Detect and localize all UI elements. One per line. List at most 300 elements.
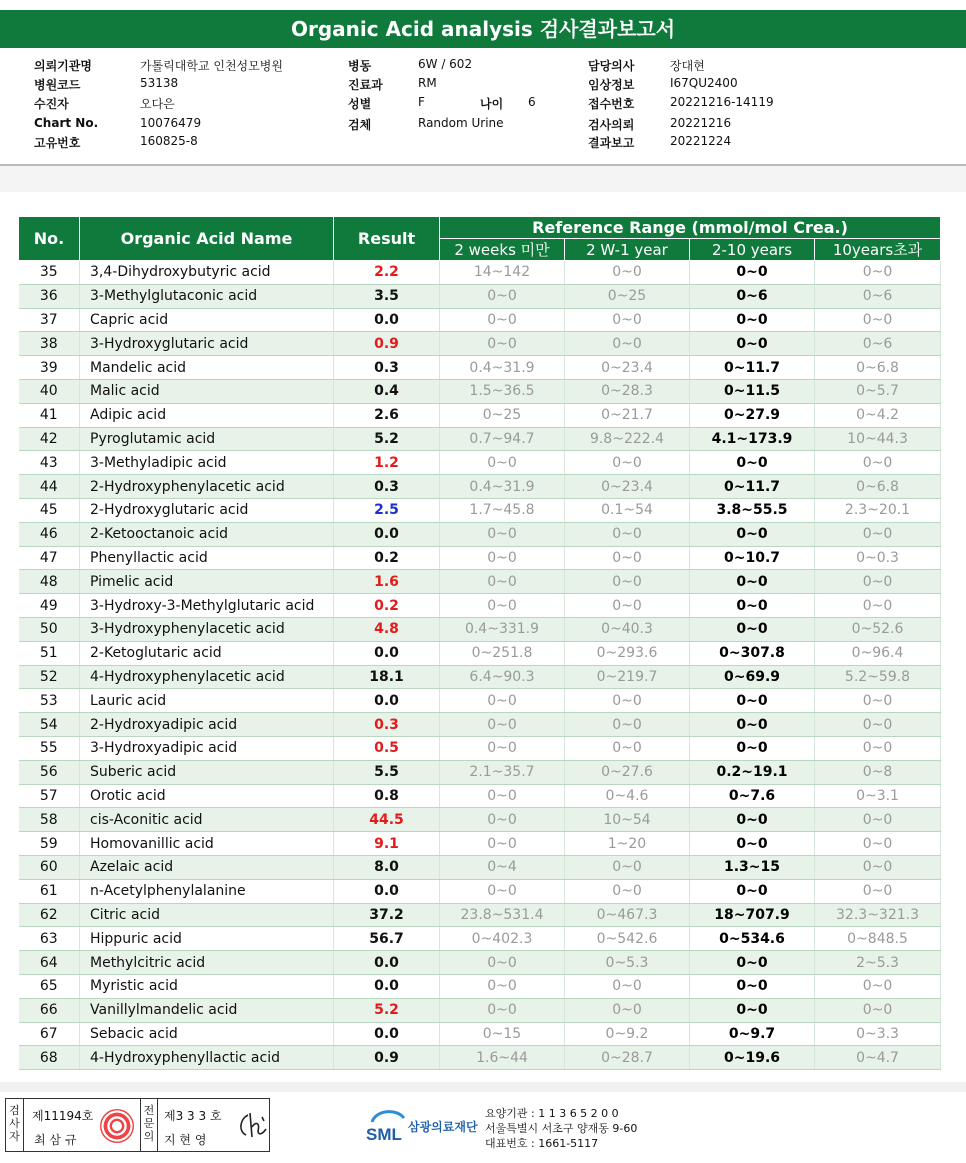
cell-range-4: 0~0: [815, 974, 941, 998]
cell-range-3: 0~0: [690, 570, 815, 594]
cell-result: 0.0: [334, 1022, 440, 1046]
cell-range-3: 0~19.6: [690, 1046, 815, 1070]
cell-no: 43: [19, 451, 80, 475]
cell-range-3: 0~0: [690, 617, 815, 641]
examiner-name: 최 삼 규: [34, 1133, 77, 1147]
cell-range-1: 0~0: [440, 451, 565, 475]
cell-result: 5.5: [334, 760, 440, 784]
cell-range-4: 0~3.1: [815, 784, 941, 808]
cell-result: 18.1: [334, 665, 440, 689]
info-col3-1: [588, 76, 738, 93]
cell-no: 49: [19, 594, 80, 618]
cell-range-1: 0~0: [440, 784, 565, 808]
cell-name: 3-Hydroxy-3-Methylglutaric acid: [80, 594, 334, 618]
cell-range-1: 0~0: [440, 522, 565, 546]
cell-name: cis-Aconitic acid: [80, 808, 334, 832]
cell-range-2: 0~28.7: [565, 1046, 690, 1070]
cell-range-4: 0~8: [815, 760, 941, 784]
cell-range-4: 0~0: [815, 308, 941, 332]
cell-range-3: 0~0: [690, 451, 815, 475]
cell-name: Citric acid: [80, 903, 334, 927]
signature-box: [5, 1098, 270, 1152]
cell-range-1: 0~0: [440, 594, 565, 618]
cell-range-1: 0~251.8: [440, 641, 565, 665]
cell-range-2: 0~0: [565, 570, 690, 594]
info-label: 결과보고: [588, 136, 635, 150]
cell-result: 0.4: [334, 379, 440, 403]
cell-name: Pyroglutamic acid: [80, 427, 334, 451]
cell-range-2: 0~293.6: [565, 641, 690, 665]
cell-no: 52: [19, 665, 80, 689]
info-col3-3: [588, 116, 732, 133]
info-value: 가톨릭대학교 인천성모병원: [140, 59, 283, 73]
cell-range-3: 0~0: [690, 261, 815, 285]
cell-range-4: 0~4.2: [815, 403, 941, 427]
info-col1-4: [34, 134, 198, 151]
cell-range-2: 1~20: [565, 832, 690, 856]
info-value: F: [418, 95, 425, 109]
cell-range-4: 0~0: [815, 594, 941, 618]
cell-range-2: 0~0: [565, 736, 690, 760]
info-value: 장대현: [670, 59, 705, 73]
cell-result: 5.2: [334, 998, 440, 1022]
cell-range-3: 0~0: [690, 808, 815, 832]
cell-no: 66: [19, 998, 80, 1022]
cell-range-2: 0~40.3: [565, 617, 690, 641]
cell-range-4: 0~6.8: [815, 356, 941, 380]
table-row: [19, 1022, 941, 1046]
cell-no: 55: [19, 736, 80, 760]
signature-icon: [234, 1109, 270, 1141]
header-range-1: 2 weeks 미만: [440, 239, 565, 261]
cell-result: 9.1: [334, 832, 440, 856]
cell-name: Azelaic acid: [80, 855, 334, 879]
cell-result: 2.5: [334, 498, 440, 522]
info-value: 20221216: [670, 116, 732, 130]
footer-band: [0, 1082, 966, 1092]
cell-range-4: 0~0: [815, 855, 941, 879]
table-row: [19, 855, 941, 879]
specialist-name: 지 현 영: [164, 1133, 207, 1147]
table-row: [19, 713, 941, 737]
cell-result: 0.2: [334, 546, 440, 570]
cell-range-1: 14~142: [440, 261, 565, 285]
info-value: 20221216-14119: [670, 95, 774, 109]
cell-range-2: 0~0: [565, 855, 690, 879]
address-block: [485, 1106, 637, 1151]
cell-range-3: 18~707.9: [690, 903, 815, 927]
cell-no: 63: [19, 927, 80, 951]
specialist-number: 제3 3 3 호: [164, 1109, 222, 1123]
cell-range-4: 0~0: [815, 261, 941, 285]
cell-result: 0.0: [334, 641, 440, 665]
header-range-2: 2 W-1 year: [565, 239, 690, 261]
cell-range-4: 0~0: [815, 879, 941, 903]
info-label: 담당의사: [588, 59, 635, 73]
cell-range-1: 23.8~531.4: [440, 903, 565, 927]
info-col1-2: [34, 95, 175, 112]
cell-name: 2-Hydroxyadipic acid: [80, 713, 334, 737]
cell-range-4: 0~0: [815, 570, 941, 594]
cell-range-4: 0~4.7: [815, 1046, 941, 1070]
cell-range-3: 0~69.9: [690, 665, 815, 689]
cell-result: 0.0: [334, 951, 440, 975]
cell-range-2: 0~27.6: [565, 760, 690, 784]
cell-result: 37.2: [334, 903, 440, 927]
cell-name: 3,4-Dihydroxybutyric acid: [80, 261, 334, 285]
info-value: 6W / 602: [418, 57, 473, 71]
cell-result: 0.3: [334, 356, 440, 380]
cell-range-3: 0~0: [690, 713, 815, 737]
cell-range-3: 3.8~55.5: [690, 498, 815, 522]
cell-no: 67: [19, 1022, 80, 1046]
cell-range-3: 0~10.7: [690, 546, 815, 570]
cell-range-4: 0~6: [815, 332, 941, 356]
cell-range-2: 0~28.3: [565, 379, 690, 403]
table-row: [19, 284, 941, 308]
cell-name: 2-Hydroxyglutaric acid: [80, 498, 334, 522]
cell-range-2: 0~0: [565, 713, 690, 737]
cell-no: 38: [19, 332, 80, 356]
cell-range-4: 2~5.3: [815, 951, 941, 975]
cell-no: 64: [19, 951, 80, 975]
results-table-wrapper: [18, 216, 940, 1070]
cell-no: 36: [19, 284, 80, 308]
cell-name: 3-Methyladipic acid: [80, 451, 334, 475]
cell-no: 40: [19, 379, 80, 403]
cell-range-1: 1.7~45.8: [440, 498, 565, 522]
cell-range-1: 0~15: [440, 1022, 565, 1046]
cell-range-1: 6.4~90.3: [440, 665, 565, 689]
cell-range-4: 0~0: [815, 808, 941, 832]
cell-result: 0.3: [334, 475, 440, 499]
cell-range-2: 0~0: [565, 522, 690, 546]
cell-range-2: 0~0: [565, 594, 690, 618]
cell-range-3: 0~6: [690, 284, 815, 308]
cell-range-4: 10~44.3: [815, 427, 941, 451]
specialist-label: 전문의: [140, 1099, 158, 1151]
cell-no: 35: [19, 261, 80, 285]
cell-name: Myristic acid: [80, 974, 334, 998]
cell-range-4: 0~0: [815, 713, 941, 737]
cell-name: 2-Ketooctanoic acid: [80, 522, 334, 546]
cell-name: Homovanillic acid: [80, 832, 334, 856]
examiner-label: 검사자: [6, 1099, 24, 1151]
cell-range-1: 0~0: [440, 736, 565, 760]
report-title: Organic Acid analysis 검사결과보고서: [0, 10, 966, 48]
cell-result: 2.6: [334, 403, 440, 427]
header-no: No.: [19, 217, 80, 261]
cell-no: 42: [19, 427, 80, 451]
cell-name: 4-Hydroxyphenyllactic acid: [80, 1046, 334, 1070]
cell-no: 46: [19, 522, 80, 546]
cell-no: 39: [19, 356, 80, 380]
cell-no: 56: [19, 760, 80, 784]
logo-text: SML: [366, 1125, 402, 1144]
cell-range-4: 0~3.3: [815, 1022, 941, 1046]
cell-range-2: 0~0: [565, 998, 690, 1022]
cell-result: 8.0: [334, 855, 440, 879]
info-value: RM: [418, 76, 437, 90]
table-row: [19, 427, 941, 451]
cell-range-1: 0~0: [440, 570, 565, 594]
cell-no: 41: [19, 403, 80, 427]
cell-name: 3-Hydroxyglutaric acid: [80, 332, 334, 356]
cell-range-3: 0~0: [690, 974, 815, 998]
cell-name: n-Acetylphenylalanine: [80, 879, 334, 903]
cell-result: 0.2: [334, 594, 440, 618]
cell-no: 50: [19, 617, 80, 641]
cell-name: Methylcitric acid: [80, 951, 334, 975]
table-row: [19, 1046, 941, 1070]
cell-range-1: 0.4~31.9: [440, 475, 565, 499]
cell-no: 45: [19, 498, 80, 522]
cell-name: Lauric acid: [80, 689, 334, 713]
info-col3-4: [588, 134, 732, 151]
cell-range-2: 0~542.6: [565, 927, 690, 951]
info-col1-3: [34, 116, 202, 130]
info-label: 검사의뢰: [588, 118, 635, 132]
cell-no: 53: [19, 689, 80, 713]
cell-name: 2-Ketoglutaric acid: [80, 641, 334, 665]
cell-range-1: 0~0: [440, 713, 565, 737]
info-value: 160825-8: [140, 134, 198, 148]
cell-no: 47: [19, 546, 80, 570]
results-table-body: [19, 261, 941, 1070]
info-col2-3: [348, 116, 504, 133]
table-row: [19, 475, 941, 499]
info-label: 성별: [348, 97, 372, 111]
cell-range-2: 0~467.3: [565, 903, 690, 927]
info-label: Chart No.: [34, 116, 99, 130]
table-row: [19, 522, 941, 546]
cell-range-1: 0~0: [440, 832, 565, 856]
info-value: 오다은: [140, 97, 175, 111]
cell-no: 62: [19, 903, 80, 927]
cell-range-3: 0~0: [690, 308, 815, 332]
cell-range-2: 0~0: [565, 261, 690, 285]
cell-result: 0.8: [334, 784, 440, 808]
header-range-3: 2-10 years: [690, 239, 815, 261]
cell-range-4: 0~0: [815, 522, 941, 546]
cell-range-4: 2.3~20.1: [815, 498, 941, 522]
cell-range-2: 0~0: [565, 308, 690, 332]
info-label: 고유번호: [34, 136, 81, 150]
cell-range-2: 0~0: [565, 974, 690, 998]
cell-range-4: 0~6: [815, 284, 941, 308]
info-label: 진료과: [348, 78, 383, 92]
cell-result: 0.9: [334, 1046, 440, 1070]
cell-name: Capric acid: [80, 308, 334, 332]
cell-range-1: 0~0: [440, 546, 565, 570]
cell-range-1: 0~25: [440, 403, 565, 427]
address-line: 대표번호 : 1661-5117: [485, 1137, 599, 1150]
cell-range-4: 0~6.8: [815, 475, 941, 499]
cell-range-1: 0~4: [440, 855, 565, 879]
cell-result: 4.8: [334, 617, 440, 641]
cell-range-1: 0~0: [440, 998, 565, 1022]
cell-range-4: 0~0.3: [815, 546, 941, 570]
cell-range-3: 0~7.6: [690, 784, 815, 808]
cell-name: Hippuric acid: [80, 927, 334, 951]
table-row: [19, 641, 941, 665]
cell-range-3: 0~11.7: [690, 475, 815, 499]
cell-name: Orotic acid: [80, 784, 334, 808]
cell-range-2: 0~0: [565, 451, 690, 475]
address-line: 서울특별시 서초구 양재동 9-60: [485, 1122, 638, 1135]
cell-name: 4-Hydroxyphenylacetic acid: [80, 665, 334, 689]
cell-range-4: 0~0: [815, 689, 941, 713]
info-label: 수진자: [34, 97, 69, 111]
info-value: I67QU2400: [670, 76, 738, 90]
cell-range-1: 0~0: [440, 879, 565, 903]
cell-range-3: 0~11.5: [690, 379, 815, 403]
cell-range-3: 0~0: [690, 832, 815, 856]
cell-no: 51: [19, 641, 80, 665]
cell-range-3: 0~11.7: [690, 356, 815, 380]
cell-range-4: 32.3~321.3: [815, 903, 941, 927]
cell-result: 44.5: [334, 808, 440, 832]
cell-result: 1.2: [334, 451, 440, 475]
cell-range-2: 0~0: [565, 546, 690, 570]
cell-range-1: 0~0: [440, 689, 565, 713]
cell-result: 0.5: [334, 736, 440, 760]
cell-range-2: 9.8~222.4: [565, 427, 690, 451]
cell-range-2: 0~23.4: [565, 475, 690, 499]
age-value: 6: [528, 95, 536, 109]
cell-name: 3-Methylglutaconic acid: [80, 284, 334, 308]
table-row: [19, 546, 941, 570]
cell-range-3: 0~0: [690, 594, 815, 618]
cell-range-1: 0~0: [440, 284, 565, 308]
table-row: [19, 665, 941, 689]
cell-range-3: 0~0: [690, 736, 815, 760]
cell-range-2: 0~219.7: [565, 665, 690, 689]
cell-range-2: 0~0: [565, 332, 690, 356]
table-row: [19, 903, 941, 927]
cell-name: 3-Hydroxyadipic acid: [80, 736, 334, 760]
table-row: [19, 998, 941, 1022]
table-row: [19, 808, 941, 832]
sml-logo-icon: [366, 1106, 408, 1146]
table-row: [19, 403, 941, 427]
cell-range-2: 0~5.3: [565, 951, 690, 975]
cell-range-3: 0~307.8: [690, 641, 815, 665]
seal-stamp-icon: [100, 1109, 134, 1143]
cell-range-3: 0~27.9: [690, 403, 815, 427]
table-row: [19, 356, 941, 380]
info-col2-0: [348, 57, 473, 74]
header-reference: Reference Range (mmol/mol Crea.): [440, 217, 941, 239]
cell-range-2: 0~0: [565, 689, 690, 713]
address-line: 요양기관 : 1 1 3 6 5 2 0 0: [485, 1107, 619, 1120]
cell-name: Malic acid: [80, 379, 334, 403]
cell-result: 0.0: [334, 879, 440, 903]
cell-range-1: 1.6~44: [440, 1046, 565, 1070]
cell-range-1: 0~0: [440, 808, 565, 832]
info-label: 의뢰기관명: [34, 59, 92, 73]
cell-range-4: 0~0: [815, 998, 941, 1022]
cell-result: 3.5: [334, 284, 440, 308]
cell-result: 0.0: [334, 522, 440, 546]
cell-range-4: 0~52.6: [815, 617, 941, 641]
cell-range-2: 0~0: [565, 879, 690, 903]
cell-name: 2-Hydroxyphenylacetic acid: [80, 475, 334, 499]
age-label: 나이: [480, 97, 504, 111]
table-row: [19, 617, 941, 641]
info-col3-2: [588, 95, 774, 112]
info-label: 임상정보: [588, 78, 635, 92]
cell-range-2: 0~23.4: [565, 356, 690, 380]
cell-range-4: 0~0: [815, 832, 941, 856]
cell-name: Suberic acid: [80, 760, 334, 784]
cell-name: Mandelic acid: [80, 356, 334, 380]
cell-range-4: 0~5.7: [815, 379, 941, 403]
cell-range-1: 0~402.3: [440, 927, 565, 951]
cell-range-3: 0~0: [690, 522, 815, 546]
separator-band: [0, 166, 966, 192]
table-row: [19, 832, 941, 856]
cell-name: Sebacic acid: [80, 1022, 334, 1046]
info-col1-1: [34, 76, 179, 93]
cell-result: 2.2: [334, 261, 440, 285]
patient-info-panel: [0, 48, 966, 166]
cell-range-2: 0~4.6: [565, 784, 690, 808]
cell-result: 0.0: [334, 974, 440, 998]
cell-range-2: 0.1~54: [565, 498, 690, 522]
table-row: [19, 332, 941, 356]
cell-range-3: 0~0: [690, 951, 815, 975]
cell-no: 58: [19, 808, 80, 832]
cell-range-2: 0~21.7: [565, 403, 690, 427]
cell-result: 0.9: [334, 332, 440, 356]
cell-no: 61: [19, 879, 80, 903]
cell-result: 1.6: [334, 570, 440, 594]
table-row: [19, 784, 941, 808]
info-col3-0: [588, 57, 705, 74]
cell-result: 56.7: [334, 927, 440, 951]
table-row: [19, 451, 941, 475]
info-value: 20221224: [670, 134, 732, 148]
cell-range-1: 0~0: [440, 332, 565, 356]
cell-no: 59: [19, 832, 80, 856]
info-value: Random Urine: [418, 116, 504, 130]
cell-result: 0.0: [334, 308, 440, 332]
table-row: [19, 951, 941, 975]
table-row: [19, 879, 941, 903]
results-table: [18, 216, 941, 1070]
cell-name: Phenyllactic acid: [80, 546, 334, 570]
info-label: 검체: [348, 118, 372, 132]
cell-range-3: 1.3~15: [690, 855, 815, 879]
table-row: [19, 927, 941, 951]
cell-range-1: 2.1~35.7: [440, 760, 565, 784]
cell-no: 68: [19, 1046, 80, 1070]
cell-range-2: 0~25: [565, 284, 690, 308]
header-name: Organic Acid Name: [80, 217, 334, 261]
table-row: [19, 736, 941, 760]
info-label: 병동: [348, 59, 372, 73]
cell-range-1: 0~0: [440, 951, 565, 975]
cell-range-4: 5.2~59.8: [815, 665, 941, 689]
cell-range-1: 0.7~94.7: [440, 427, 565, 451]
cell-range-1: 0~0: [440, 974, 565, 998]
cell-no: 65: [19, 974, 80, 998]
table-row: [19, 594, 941, 618]
cell-range-2: 10~54: [565, 808, 690, 832]
cell-range-3: 0~0: [690, 689, 815, 713]
info-value: 53138: [140, 76, 179, 90]
